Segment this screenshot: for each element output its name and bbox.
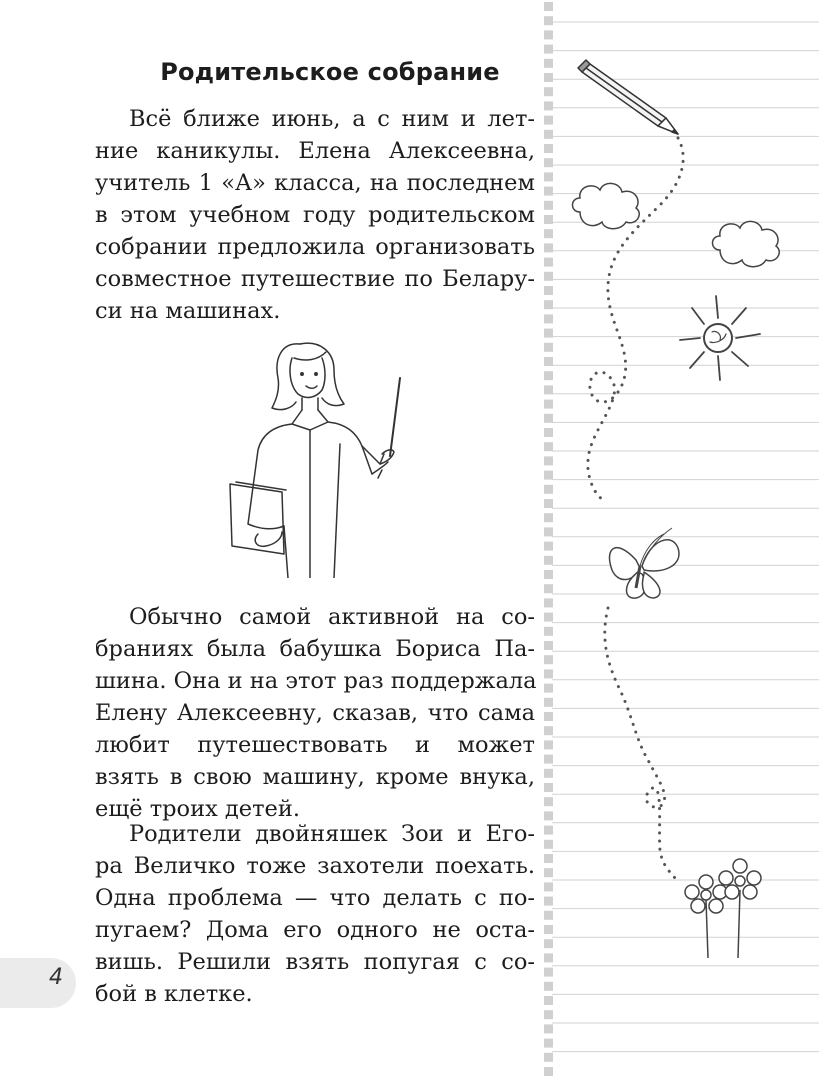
spiral-hole <box>544 556 553 565</box>
spiral-hole <box>544 172 553 181</box>
sun-icon <box>680 296 760 380</box>
spiral-hole <box>544 911 553 920</box>
spiral-hole <box>544 982 553 991</box>
spiral-hole <box>544 996 553 1005</box>
spiral-hole <box>544 542 553 551</box>
spiral-hole <box>544 471 553 480</box>
text-line: взять в свою машину, кроме внука, <box>95 764 535 790</box>
spiral-hole <box>544 726 553 735</box>
spiral-hole <box>544 201 553 210</box>
text-line: ещё троих детей. <box>95 796 301 822</box>
spiral-hole <box>544 59 553 68</box>
page-number-tab <box>0 958 76 1008</box>
spiral-hole <box>544 357 553 366</box>
text-line: бой в клетке. <box>95 981 253 1007</box>
teacher-illustration <box>222 334 412 578</box>
spiral-hole <box>544 30 553 39</box>
ruled-lines <box>552 22 819 1052</box>
spiral-hole <box>544 116 553 125</box>
spiral-hole <box>544 897 553 906</box>
text-line: Всё ближе июнь, а с ним и лет- <box>129 106 535 132</box>
spiral-hole <box>544 882 553 891</box>
spiral-hole <box>544 669 553 678</box>
spiral-hole <box>544 485 553 494</box>
text-line: вишь. Решили взять попугая с со- <box>95 949 535 975</box>
spiral-binding <box>544 2 553 1076</box>
text-line: пугаем? Дома его одного не оста- <box>95 917 535 943</box>
text-line: ние каникулы. Елена Алексеевна, <box>95 138 535 164</box>
spiral-hole <box>544 684 553 693</box>
spiral-hole <box>544 329 553 338</box>
spiral-hole <box>544 826 553 835</box>
text-line: учитель 1 «А» класса, на последнем <box>95 170 535 196</box>
spiral-hole <box>544 755 553 764</box>
spiral-hole <box>544 428 553 437</box>
spiral-hole <box>544 371 553 380</box>
spiral-hole <box>544 215 553 224</box>
page-number: 4 <box>49 965 63 990</box>
cloud-icon <box>713 221 780 266</box>
text-line: Обычно самой активной на со- <box>129 604 535 630</box>
spiral-hole <box>544 243 553 252</box>
spiral-hole <box>544 400 553 409</box>
spiral-hole <box>544 740 553 749</box>
spiral-hole <box>544 939 553 948</box>
text-line: в этом учебном году родительском <box>95 202 535 228</box>
spiral-hole <box>544 513 553 522</box>
spiral-hole <box>544 16 553 25</box>
spiral-hole <box>544 854 553 863</box>
text-line: браниях была бабушка Бориса Па- <box>95 636 535 662</box>
spiral-hole <box>544 87 553 96</box>
spiral-hole <box>544 811 553 820</box>
spiral-hole <box>544 712 553 721</box>
spiral-hole <box>544 1067 553 1076</box>
text-line: ра Величко тоже захотели поехать. <box>95 853 535 879</box>
spiral-hole <box>544 1010 553 1019</box>
spiral-hole <box>544 343 553 352</box>
spiral-hole <box>544 968 553 977</box>
spiral-hole <box>544 385 553 394</box>
flower-icon <box>685 875 727 958</box>
spiral-hole <box>544 1024 553 1033</box>
spiral-hole <box>544 45 553 54</box>
spiral-hole <box>544 272 553 281</box>
text-line: Родители двойняшек Зои и Его- <box>129 821 535 847</box>
spiral-hole <box>544 613 553 622</box>
paragraph-2 <box>95 601 535 825</box>
notebook-margin <box>540 0 829 1080</box>
butterfly-icon <box>609 528 679 598</box>
spiral-hole <box>544 570 553 579</box>
spiral-hole <box>544 584 553 593</box>
spiral-hole <box>544 442 553 451</box>
spiral-hole <box>544 598 553 607</box>
spiral-hole <box>544 2 553 11</box>
spiral-hole <box>544 456 553 465</box>
spiral-hole <box>544 527 553 536</box>
spiral-hole <box>544 797 553 806</box>
spiral-hole <box>544 840 553 849</box>
spiral-hole <box>544 769 553 778</box>
spiral-hole <box>544 258 553 267</box>
page-title: Родительское собрание <box>160 58 500 86</box>
spiral-hole <box>544 655 553 664</box>
text-line: совместное путешествие по Белару- <box>95 266 535 292</box>
spiral-hole <box>544 641 553 650</box>
spiral-hole <box>544 1053 553 1062</box>
spiral-hole <box>544 868 553 877</box>
spiral-hole <box>544 300 553 309</box>
text-line: Одна проблема — что делать с по- <box>95 885 535 911</box>
spiral-hole <box>544 229 553 238</box>
spiral-hole <box>544 698 553 707</box>
spiral-hole <box>544 499 553 508</box>
spiral-hole <box>544 101 553 110</box>
dotted-path <box>605 608 675 878</box>
spiral-hole <box>544 73 553 82</box>
spiral-hole <box>544 953 553 962</box>
spiral-hole <box>544 925 553 934</box>
pencil-icon <box>578 60 678 134</box>
spiral-hole <box>544 414 553 423</box>
text-line: си на машинах. <box>95 298 281 324</box>
text-line: шина. Она и на этот раз поддержала <box>95 668 537 694</box>
spiral-hole <box>544 314 553 323</box>
spiral-hole <box>544 627 553 636</box>
spiral-hole <box>544 187 553 196</box>
spiral-hole <box>544 130 553 139</box>
text-line: собрании предложила организовать <box>95 234 535 260</box>
spiral-hole <box>544 1039 553 1048</box>
spiral-hole <box>544 783 553 792</box>
paragraph-3 <box>95 818 535 1010</box>
spiral-hole <box>544 144 553 153</box>
text-line: Елену Алексеевну, сказав, что сама <box>95 700 535 726</box>
paragraph-1 <box>95 103 535 327</box>
spiral-hole <box>544 286 553 295</box>
spiral-hole <box>544 158 553 167</box>
text-line: любит путешествовать и может <box>95 732 535 758</box>
